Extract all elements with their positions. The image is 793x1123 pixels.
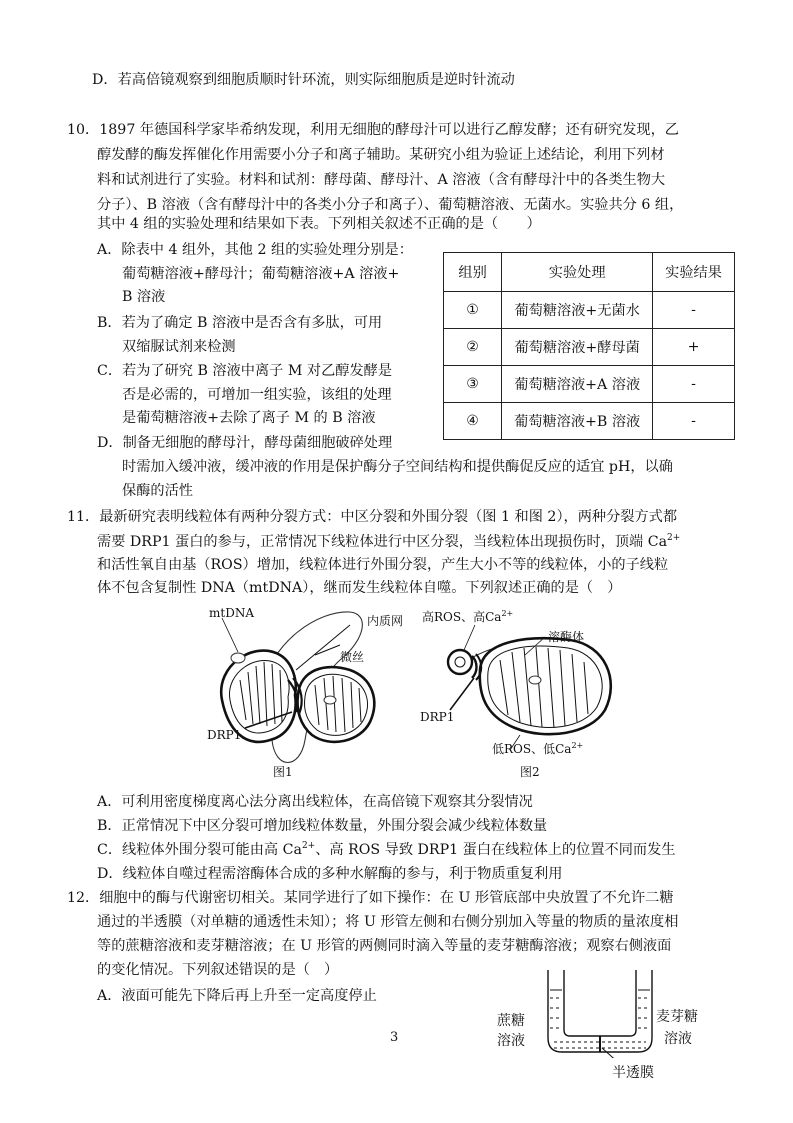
q11-stem-line-2-sup: 2+: [667, 533, 681, 543]
table-cell-group: ④: [444, 403, 502, 440]
q10-option-d-line-3: 保酶的活性: [122, 483, 193, 499]
fig1-label-er: 内质网: [367, 614, 404, 628]
table-header-group: 组别: [444, 253, 502, 292]
q11-stem-line-1: 11．最新研究表明线粒体有两种分裂方式：中区分裂和外围分裂（图 1 和图 2），两种分裂方式都: [67, 509, 678, 525]
table-cell-group: ②: [444, 329, 502, 366]
q10-stem-line-5: 其中 4 组的实验处理和结果如下表。下列相关叙述不正确的是（ ）: [97, 216, 541, 232]
fig2-label-high: [422, 608, 513, 625]
q10-option-a-line-3: B 溶液: [122, 289, 166, 305]
table-cell-treatment: 葡萄糖溶液+酵母菌: [502, 329, 653, 366]
fig2-caption: 图2: [520, 765, 540, 779]
table-cell-treatment: 葡萄糖溶液+A 溶液: [502, 366, 653, 403]
table-row: [444, 403, 735, 440]
q10-option-d-line-1: D．制备无细胞的酵母汁，酵母菌细胞破碎处理: [97, 435, 393, 451]
q10-option-d-line-2: 时需加入缓冲液，缓冲液的作用是保护酶分子空间结构和提供酶促反应的适宜 pH，以确: [122, 459, 673, 475]
q11-option-c: [97, 840, 675, 860]
q11-option-c-text-a: C．线粒体外围分裂可能由高 Ca: [97, 842, 302, 858]
q10-results-table: [443, 252, 735, 440]
table-header-result: 实验结果: [653, 253, 735, 292]
table-row: [444, 329, 735, 366]
q10-option-c-line-2: 否是必需的，可增加一组实验，该组的处理: [122, 387, 392, 403]
table-header-treatment: 实验处理: [502, 253, 653, 292]
fig2-label-lysosome: 溶酶体: [548, 630, 585, 644]
fig2-label-high-sup: 2+: [501, 609, 514, 618]
q10-option-c-line-3: 是葡萄糖溶液+去除了离子 M 的 B 溶液: [122, 410, 376, 426]
table-cell-group: ③: [444, 366, 502, 403]
page-number: 3: [390, 1030, 399, 1045]
q9-option-d: D．若高倍镜观察到细胞质顺时针环流，则实际细胞质是逆时针流动: [92, 72, 515, 88]
q12-stem-line-2: 通过的半透膜（对单糖的通透性未知）；将 U 形管左侧和右侧分别加入等量的物质的量浓度相: [97, 914, 679, 930]
q12-stem-line-4: 的变化情况。下列叙述错误的是（ ）: [97, 962, 339, 978]
utube-label-left-2: 溶液: [497, 1033, 525, 1049]
q11-stem-line-3: 和活性氧自由基（ROS）增加，线粒体进行外围分裂，产生大小不等的线粒体，小的子线粒: [97, 557, 669, 573]
u-tube-diagram: [540, 968, 660, 1058]
fig2-label-low-text: 低ROS、低Ca: [492, 742, 572, 756]
fig2-label-high-text: 高ROS、高Ca: [422, 610, 502, 624]
utube-label-left-1: 蔗糖: [497, 1013, 525, 1029]
table-cell-result: -: [653, 292, 735, 329]
table-cell-group: ①: [444, 292, 502, 329]
q11-option-c-sup: 2+: [301, 841, 316, 851]
q10-stem-line-4: 分子）、B 溶液（含有酵母汁中的各类小分子和离子）、葡萄糖溶液、无菌水。实验共分 6 组，: [97, 197, 684, 213]
q11-stem-line-2-text: 需要 DRP1 蛋白的参与，正常情况下线粒体进行中区分裂，当线粒体出现损伤时，顶端 Ca: [97, 534, 668, 550]
table-cell-treatment: 葡萄糖溶液+B 溶液: [502, 403, 653, 440]
q11-option-d: D．线粒体自噬过程需溶酶体合成的多种水解酶的参与，利于物质重复利用: [97, 866, 563, 882]
q12-stem-line-3: 等的蔗糖溶液和麦芽糖溶液；在 U 形管的两侧同时滴入等量的麦芽糖酶溶液；观察右侧液面: [97, 938, 672, 954]
q10-stem-line-3: 料和试剂进行了实验。材料和试剂：酵母菌、酵母汁、A 溶液（含有酵母汁中的各类生物大: [97, 172, 666, 188]
q12-stem-line-1: 12．细胞中的酶与代谢密切相关。某同学进行了如下操作：在 U 形管底部中央放置了不允许二糖: [67, 890, 674, 906]
q11-option-c-text-b: 、高 ROS 导致 DRP1 蛋白在线粒体上的位置不同而发生: [315, 842, 676, 858]
utube-label-right-2: 溶液: [664, 1031, 692, 1047]
fig1-caption: 图1: [273, 765, 293, 779]
table-row: [444, 366, 735, 403]
utube-label-right-1: 麦芽糖: [656, 1009, 698, 1025]
q11-stem-line-4: 体不包含复制性 DNA（mtDNA），继而发生线粒体自噬。下列叙述正确的是（ ）: [97, 580, 622, 596]
q10-stem-line-2: 醇发酵的酶发挥催化作用需要小分子和离子辅助。某研究小组为验证上述结论，利用下列材: [97, 147, 665, 163]
table-cell-treatment: 葡萄糖溶液+无菌水: [502, 292, 653, 329]
table-cell-result: -: [653, 366, 735, 403]
fig2-label-low: [492, 740, 583, 757]
q10-option-b-line-1: B．若为了确定 B 溶液中是否含有多肽，可用: [97, 315, 383, 331]
table-cell-result: +: [653, 329, 735, 366]
q11-option-b: B．正常情况下中区分裂可增加线粒体数量，外围分裂会减少线粒体数量: [97, 818, 548, 834]
q10-option-a-line-1: A．除表中 4 组外，其他 2 组的实验处理分别是：: [97, 242, 413, 258]
q10-stem-line-1: 10．1897 年德国科学家毕希纳发现，利用无细胞的酵母汁可以进行乙醇发酵；还有研究发现，乙: [67, 122, 679, 138]
q10-option-b-line-2: 双缩脲试剂来检测: [122, 339, 236, 355]
q10-option-c-line-1: C．若为了研究 B 溶液中离子 M 对乙醇发酵是: [97, 363, 393, 379]
table-row: [444, 292, 735, 329]
q12-option-a: A．液面可能先下降后再上升至一定高度停止: [97, 988, 377, 1004]
fig1-label-filament: 微丝: [340, 650, 365, 664]
q11-stem-line-2: [97, 532, 680, 552]
table-cell-result: -: [653, 403, 735, 440]
q11-option-a: A．可利用密度梯度离心法分离出线粒体，在高倍镜下观察其分裂情况: [97, 794, 533, 810]
fig1-label-mtdna: mtDNA: [209, 606, 254, 620]
fig2-label-low-sup: 2+: [571, 741, 584, 750]
table-header-row: [444, 253, 735, 292]
q10-option-a-line-2: 葡萄糖溶液+酵母汁；葡萄糖溶液+A 溶液+: [122, 266, 400, 282]
utube-label-membrane: 半透膜: [612, 1065, 654, 1081]
fig1-label-drp1: DRP1: [207, 728, 242, 742]
fig2-label-drp1: DRP1: [420, 710, 455, 724]
